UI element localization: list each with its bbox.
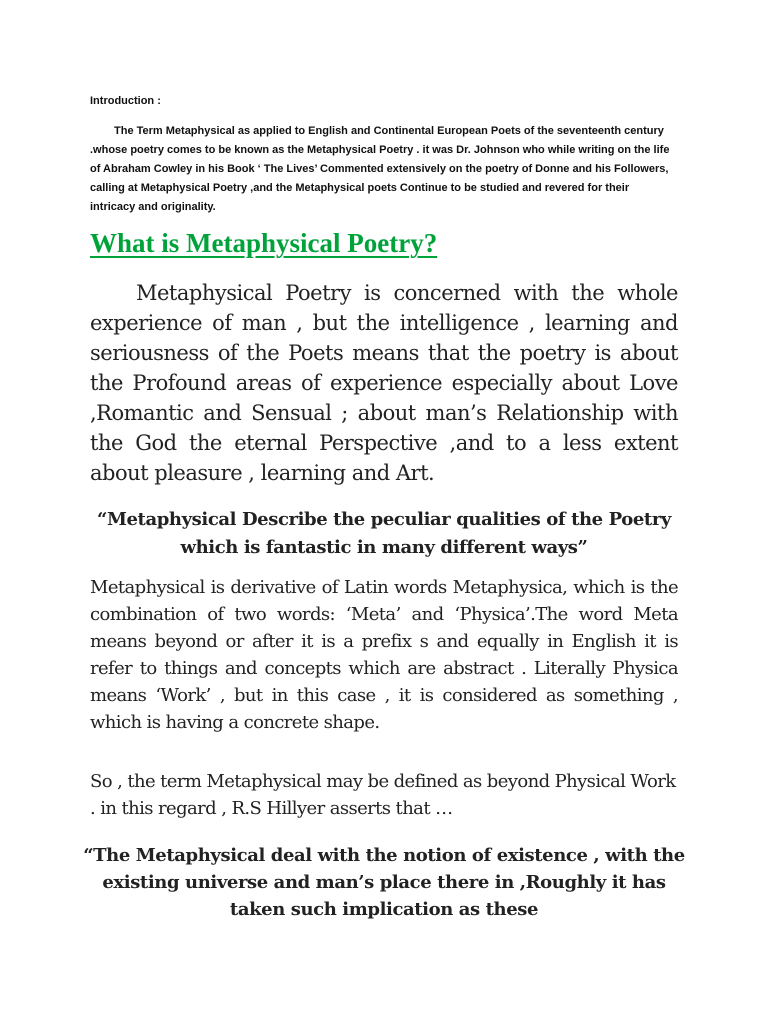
paragraph-hillyer: So , the term Metaphysical may be defined as beyond Physical Work . in this regard , R.S Hillyer asserts that … bbox=[90, 771, 676, 819]
intro-paragraph: The Term Metaphysical as applied to English and Continental European Poets of the seventeenth century .whose poetry comes to be known as the Metaphysical Poetry . it was Dr. Johnson who while writing on the life of Abraham Cowley in his Book ‘ The Lives’ Commented extensively on the poetry of Donne and his Followers, calling at Metaphysical Poetry ,and the Metaphysical poets Continue to be studied and revered for their intricacy and originality. bbox=[90, 125, 670, 213]
paragraph-definition: Metaphysical Poetry is concerned with the whole experience of man , but the intelligence , learning and seriousness of the Poets means that the poetry is about the Profound areas of experience especially about Love ,Romantic and Sensual ; about man’s Relationship with the God the eternal Perspective ,and to a less extent about pleasure , learning and Art. bbox=[90, 281, 678, 485]
intro-heading: Introduction : bbox=[90, 95, 161, 107]
main-heading: What is Metaphysical Poetry? bbox=[90, 228, 438, 258]
paragraph-etymology: Metaphysical is derivative of Latin words Metaphysica, which is the combination of two words: ‘Meta’ and ‘Physica’.The word Meta means beyond or after it is a prefix s and equally in English it is refer to things and concepts which are abstract . Literally Physica means ‘Work’ , but in this case , it is considered as something , which is having a concrete shape. bbox=[90, 577, 678, 733]
quote-hillyer: “The Metaphysical deal with the notion of existence , with the existing universe and man’s place there in ,Roughly it has taken such implication as these bbox=[83, 845, 685, 920]
quote-metaphysical-describe: “Metaphysical Describe the peculiar qualities of the Poetry which is fantastic in many different ways” bbox=[97, 509, 671, 558]
